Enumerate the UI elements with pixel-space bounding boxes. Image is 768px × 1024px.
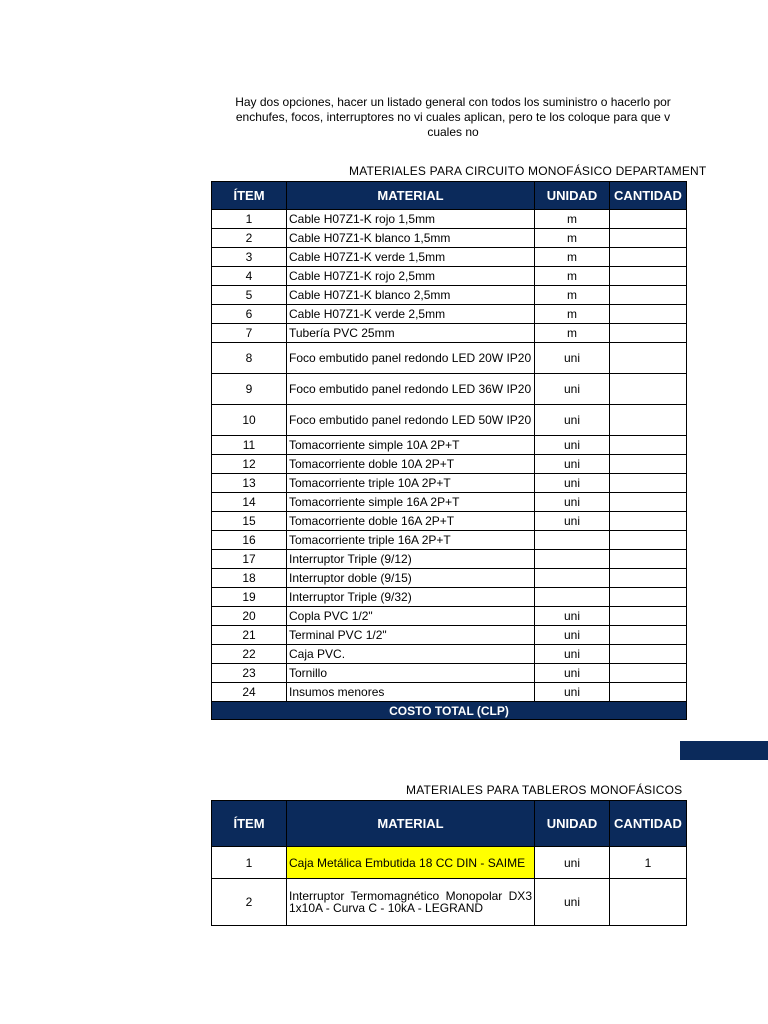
header-cantidad: CANTIDAD xyxy=(610,801,687,847)
unidad-cell: uni xyxy=(535,455,610,474)
table-row xyxy=(212,550,687,569)
item-cell: 13 xyxy=(212,474,287,493)
cantidad-cell[interactable] xyxy=(610,588,687,607)
table-row xyxy=(212,664,687,683)
table1-caption: MATERIALES PARA CIRCUITO MONOFÁSICO DEPARTAMENT xyxy=(349,164,707,178)
header-item: ÍTEM xyxy=(212,801,287,847)
unidad-cell: uni xyxy=(535,683,610,702)
cantidad-cell[interactable] xyxy=(610,374,687,405)
unidad-cell: uni xyxy=(535,493,610,512)
table-row xyxy=(212,607,687,626)
table-row xyxy=(212,531,687,550)
table-row xyxy=(212,436,687,455)
panel-materials-table xyxy=(211,800,687,926)
item-cell: 2 xyxy=(212,229,287,248)
item-cell: 14 xyxy=(212,493,287,512)
item-cell: 24 xyxy=(212,683,287,702)
circuit-materials-table xyxy=(211,181,687,720)
material-cell: Interruptor Triple (9/12) xyxy=(287,550,535,569)
cantidad-cell[interactable] xyxy=(610,531,687,550)
table-row xyxy=(212,210,687,229)
item-cell: 22 xyxy=(212,645,287,664)
header-item: ÍTEM xyxy=(212,182,287,210)
material-cell: Cable H07Z1-K rojo 1,5mm xyxy=(287,210,535,229)
material-cell: Cable H07Z1-K verde 1,5mm xyxy=(287,248,535,267)
item-cell: 2 xyxy=(212,879,287,926)
total-row xyxy=(212,702,687,720)
unidad-cell xyxy=(535,531,610,550)
header-material: MATERIAL xyxy=(287,801,535,847)
material-cell: Cable H07Z1-K blanco 2,5mm xyxy=(287,286,535,305)
unidad-cell: uni xyxy=(535,645,610,664)
material-cell: Cable H07Z1-K rojo 2,5mm xyxy=(287,267,535,286)
unidad-cell: m xyxy=(535,229,610,248)
unidad-cell: m xyxy=(535,267,610,286)
cantidad-cell[interactable] xyxy=(610,645,687,664)
cantidad-cell[interactable] xyxy=(610,474,687,493)
item-cell: 23 xyxy=(212,664,287,683)
material-cell: Tomacorriente simple 10A 2P+T xyxy=(287,436,535,455)
cantidad-cell[interactable] xyxy=(610,493,687,512)
table-row xyxy=(212,374,687,405)
header-cantidad: CANTIDAD xyxy=(610,182,687,210)
cantidad-cell[interactable] xyxy=(610,683,687,702)
material-cell: Tubería PVC 25mm xyxy=(287,324,535,343)
intro-note xyxy=(213,95,693,140)
material-cell: Foco embutido panel redondo LED 20W IP20 xyxy=(287,343,535,374)
cantidad-cell[interactable] xyxy=(610,436,687,455)
material-cell: Tomacorriente doble 16A 2P+T xyxy=(287,512,535,531)
material-cell: Cable H07Z1-K verde 2,5mm xyxy=(287,305,535,324)
unidad-cell xyxy=(535,569,610,588)
unidad-cell xyxy=(535,550,610,569)
cantidad-cell[interactable] xyxy=(610,210,687,229)
item-cell: 12 xyxy=(212,455,287,474)
table-row xyxy=(212,879,687,926)
table-row xyxy=(212,683,687,702)
material-cell: Tomacorriente doble 10A 2P+T xyxy=(287,455,535,474)
item-cell: 3 xyxy=(212,248,287,267)
table-row xyxy=(212,474,687,493)
table-row xyxy=(212,305,687,324)
cantidad-cell[interactable] xyxy=(610,286,687,305)
table-row xyxy=(212,847,687,879)
intro-line-1: Hay dos opciones, hacer un listado general con todos los suministro o hacerlo por xyxy=(235,95,671,109)
table-row xyxy=(212,343,687,374)
unidad-cell: uni xyxy=(535,664,610,683)
unidad-cell: uni xyxy=(535,405,610,436)
unidad-cell: m xyxy=(535,305,610,324)
table-row xyxy=(212,455,687,474)
cantidad-cell[interactable] xyxy=(610,550,687,569)
material-cell: Interruptor doble (9/15) xyxy=(287,569,535,588)
cantidad-cell[interactable] xyxy=(610,405,687,436)
cantidad-cell[interactable] xyxy=(610,607,687,626)
item-cell: 17 xyxy=(212,550,287,569)
item-cell: 21 xyxy=(212,626,287,645)
unidad-cell: m xyxy=(535,324,610,343)
table-row xyxy=(212,405,687,436)
table2-caption: MATERIALES PARA TABLEROS MONOFÁSICOS xyxy=(406,783,683,797)
material-cell: Foco embutido panel redondo LED 50W IP20 xyxy=(287,405,535,436)
material-cell: Copla PVC 1/2" xyxy=(287,607,535,626)
table-row xyxy=(212,324,687,343)
table-row xyxy=(212,493,687,512)
material-cell: Insumos menores xyxy=(287,683,535,702)
cantidad-cell[interactable] xyxy=(610,305,687,324)
cantidad-cell[interactable] xyxy=(610,229,687,248)
item-cell: 6 xyxy=(212,305,287,324)
material-cell: Interruptor Termomagnético Monopolar DX3 1x10A - Curva C - 10kA - LEGRAND xyxy=(287,879,535,926)
total-label: COSTO TOTAL (CLP) xyxy=(212,702,687,720)
header-material: MATERIAL xyxy=(287,182,535,210)
intro-line-2: enchufes, focos, interruptores no vi cuales aplican, pero te los coloque para que v xyxy=(235,110,671,124)
table-row xyxy=(212,626,687,645)
table-row xyxy=(212,569,687,588)
item-cell: 16 xyxy=(212,531,287,550)
cantidad-cell[interactable] xyxy=(610,512,687,531)
cantidad-cell[interactable] xyxy=(610,324,687,343)
unidad-cell: uni xyxy=(535,626,610,645)
cantidad-cell[interactable] xyxy=(610,248,687,267)
header-unidad: UNIDAD xyxy=(535,801,610,847)
unidad-cell xyxy=(535,588,610,607)
cantidad-cell[interactable]: 1 xyxy=(610,847,687,879)
cantidad-cell[interactable] xyxy=(610,343,687,374)
unidad-cell: uni xyxy=(535,512,610,531)
unidad-cell: m xyxy=(535,248,610,267)
unidad-cell: uni xyxy=(535,343,610,374)
cantidad-cell[interactable] xyxy=(610,664,687,683)
item-cell: 9 xyxy=(212,374,287,405)
item-cell: 4 xyxy=(212,267,287,286)
material-cell: Tomacorriente triple 16A 2P+T xyxy=(287,531,535,550)
item-cell: 1 xyxy=(212,210,287,229)
table-row xyxy=(212,512,687,531)
table-header-row xyxy=(212,801,687,847)
unidad-cell: m xyxy=(535,210,610,229)
item-cell: 7 xyxy=(212,324,287,343)
table-row xyxy=(212,229,687,248)
unidad-cell: uni xyxy=(535,847,610,879)
material-cell: Terminal PVC 1/2" xyxy=(287,626,535,645)
unidad-cell: m xyxy=(535,286,610,305)
material-cell: Caja Metálica Embutida 18 CC DIN - SAIME xyxy=(287,847,535,879)
unidad-cell: uni xyxy=(535,374,610,405)
table-row xyxy=(212,588,687,607)
unidad-cell: uni xyxy=(535,607,610,626)
item-cell: 18 xyxy=(212,569,287,588)
item-cell: 8 xyxy=(212,343,287,374)
item-cell: 10 xyxy=(212,405,287,436)
item-cell: 15 xyxy=(212,512,287,531)
cantidad-cell[interactable] xyxy=(610,267,687,286)
item-cell: 5 xyxy=(212,286,287,305)
material-cell: Tomacorriente triple 10A 2P+T xyxy=(287,474,535,493)
item-cell: 1 xyxy=(212,847,287,879)
cantidad-cell[interactable] xyxy=(610,569,687,588)
table-row xyxy=(212,645,687,664)
table-header-row xyxy=(212,182,687,210)
material-cell: Cable H07Z1-K blanco 1,5mm xyxy=(287,229,535,248)
item-cell: 19 xyxy=(212,588,287,607)
item-cell: 11 xyxy=(212,436,287,455)
intro-line-3: cuales no xyxy=(427,125,479,139)
header-unidad: UNIDAD xyxy=(535,182,610,210)
material-cell: Foco embutido panel redondo LED 36W IP20 xyxy=(287,374,535,405)
table-row xyxy=(212,286,687,305)
cantidad-cell[interactable] xyxy=(610,879,687,926)
material-cell: Caja PVC. xyxy=(287,645,535,664)
table-row xyxy=(212,267,687,286)
material-cell: Interruptor Triple (9/32) xyxy=(287,588,535,607)
material-cell: Tornillo xyxy=(287,664,535,683)
table-row xyxy=(212,248,687,267)
unidad-cell: uni xyxy=(535,474,610,493)
material-cell: Tomacorriente simple 16A 2P+T xyxy=(287,493,535,512)
cantidad-cell[interactable] xyxy=(610,626,687,645)
cantidad-cell[interactable] xyxy=(610,455,687,474)
item-cell: 20 xyxy=(212,607,287,626)
unidad-cell: uni xyxy=(535,879,610,926)
total-bar-extension xyxy=(680,741,768,760)
unidad-cell: uni xyxy=(535,436,610,455)
